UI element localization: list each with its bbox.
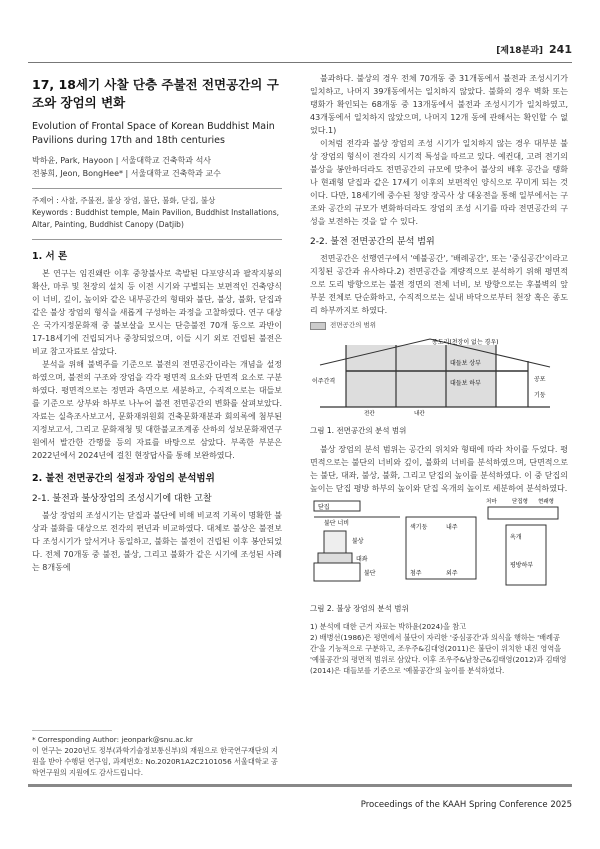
keywords-korean: 주제어 : 사찰, 주불전, 불상 장엄, 불단, 불화, 닫집, 불상 (32, 196, 216, 205)
left-column (32, 72, 282, 574)
figure-2-caption: 그림 2. 불상 장엄의 분석 범위 (310, 604, 409, 613)
frontal-space-area (346, 345, 496, 407)
keyword-rule (32, 188, 282, 189)
label-cheomju: 첨주 (410, 570, 422, 577)
section-2-1-heading: 2-1. 불전과 불상장엄의 조성시기에 대한 고찰 (32, 494, 212, 504)
footnote-rule (32, 730, 112, 731)
right-footnotes (310, 621, 568, 676)
label-datjib-type: 닫집형 (512, 499, 528, 505)
label-hyeongwae: 현괘형 (538, 499, 554, 505)
left-footnotes (32, 730, 282, 778)
label-beam-top: 대들보 상부 (450, 360, 481, 367)
label-beam-bottom: 대들보 하부 (450, 380, 481, 387)
page-number: 241 (549, 42, 572, 56)
label-datjib: 닫집 (318, 504, 330, 511)
paper-english-title: Evolution of Frontal Space of Korean Buddhist Main Pavilions during 17th and 18th centuries (32, 121, 275, 146)
keyword-rule-bottom (32, 239, 282, 240)
footnote-2: 2) 배병선(1986)은 평면에서 불단이 자리한 '중심공간'과 의식을 행하는 '배례공간'을 기능적으로 구분하고, 조우주&김대영(2011)은 불단이 위치한 내진 영역을 '예불공간'의 평면적 범위로 삼았다. 이후 조우주&남창근&김태영(2012)과 김태영(2014)은 대들보를 기준으로 '예불공간'의 높이를 분석하였다. (310, 633, 567, 675)
label-inner-bay: 내칸 (414, 411, 425, 417)
figure-1-legend (310, 319, 568, 332)
label-bulsang: 불상 (352, 538, 364, 545)
section-1-paragraph-2: 분석을 위해 불벽주를 기준으로 불전의 전면공간이라는 개념을 설정하였으며, 불전의 구조와 장엄을 각각 평면적 요소와 단면적 요소로 구분하였다. 평면적으로는 정면과 측면으로 세분하고, 수직적으로는 대들보를 기준으로 상부와 하부로 나누어 불전 전면공간의 변화를 살펴보았다. 자료는 실측조사보고서, 문화재위원회 건축문화재분과 회의록에 첨부된 지정보고서, 그리고 문화재청 및 대한불교조계종 산하의 성보문화재연구원에서 발간한 간행물 등의 자료를 바탕으로 삼았다. 부족한 부분은 2022년에서 2024년에 걸친 현장답사를 통해 보완하였다. (32, 360, 282, 460)
issue-label: [제18분과] (496, 45, 544, 56)
label-buldan: 불단 (364, 570, 376, 577)
footer-bar (28, 784, 572, 787)
section-2-2-heading: 2-2. 불전 전면공간의 분석 범위 (310, 237, 435, 247)
section-1-paragraph-1: 본 연구는 임진왜란 이후 중창불사로 촉발된 다포양식과 팔작지붕의 확산, 마루 및 천장의 설치 등 이전 시기와 구별되는 보편적인 건축양식이 너비, 깊이, 높이와 같은 내부공간의 형태와 불단, 불상, 불화, 닫집과 같은 불상 장엄의 형식을 새롭게 구성하는 과정을 고찰하였다. 연구 대상은 국가지정문화재 중 불보살을 모시는 단층불전 70개 동으로 과반이 17-18세기에 건립되거나 중창되었으며, 이들 시기 외로 건립된 불전은 비교 참고자료로 삼았다. (32, 269, 282, 356)
label-pyeongbang: 평방하부 (510, 562, 534, 569)
header-rule (28, 62, 572, 63)
author-1: 박하윤, Park, Hayoon | 서울대학교 건축학과 석사 (32, 156, 212, 165)
label-oeju: 외주 (446, 570, 458, 577)
right-column (310, 72, 568, 676)
figure-1-section-drawing (310, 335, 568, 417)
page-footer: Proceedings of the KAAH Spring Conference 2025 (360, 800, 572, 810)
label-front-bay: 전칸 (364, 411, 375, 417)
right-paragraph-1: 불과하다. 불상의 경우 전체 70개동 중 31개동에서 불전과 조성시기가 일치하고, 나머지 39개동에서는 일치하지 않았다. 불화의 경우 벽화 또는 탱화가 확인되는 68개동 중 13개동에서 불전과 조성시기가 일치하였고, 43개동에서 일치하지 않았으며, 나머지 12개 동에 관해서는 확인할 수 없었다.1) (310, 74, 568, 135)
label-daejwa: 대좌 (356, 556, 368, 563)
buddha-figure (324, 531, 346, 553)
right-paragraph-2: 이처럼 전각과 불상 장엄의 조성 시기가 일치하지 않는 경우 대부분 불상 장엄의 형식이 전각의 시기적 특성을 따르고 있다. 예컨대, 고려 전기의 불상을 봉안하더라도 전면공간의 규모에 맞추어 불상의 배후 공간을 탱화나 현괘형 닫집과 같은 17세기 이후의 보편적인 양식으로 꾸미게 되는 것이다. 다만, 18세기에 중수된 청양 장곡사 상 대웅전을 통해 일부에서는 구조와 공간의 규모가 변화하더라도 장엄의 조성 시기를 따라 전면공간의 구성을 보전하는 것을 알 수 있다. (310, 139, 568, 226)
footnote-1: 1) 분석에 대한 근거 자료는 박하윤(2024)을 참고 (310, 622, 467, 631)
label-ogae: 옥개 (510, 534, 522, 541)
figure-2-installation-drawing (310, 495, 568, 595)
label-jongdori: 종도리(천장이 없는 경우) (432, 339, 499, 346)
funding-note: 이 연구는 2020년도 정부(과학기술정보통신부)의 재원으로 한국연구재단의 지원을 받아 수행된 연구임, 과제번호: No.2020R1A2C2101056 서울대학교 공학연구원의 지원에도 감사드립니다. (32, 746, 278, 777)
label-saek: 색기둥 (410, 524, 428, 531)
keywords-english: Keywords : Buddhist temple, Main Pavilion, Buddhist Installations, Altar, Painting, Buddhist Canopy (Datjib) (32, 208, 280, 229)
label-span: 이주간격 (312, 378, 336, 385)
altar-box (314, 563, 360, 581)
label-naeju: 내주 (446, 524, 458, 531)
label-column: 기둥 (534, 392, 546, 399)
corresponding-author: * Corresponding Author: jeonpark@snu.ac.kr (32, 735, 193, 744)
pedestal (318, 553, 352, 563)
author-2: 전봉희, Jeon, BongHee* | 서울대학교 건축학과 교수 (32, 169, 221, 178)
section-2-heading: 2. 불전 전면공간의 설정과 장엄의 분석범위 (32, 473, 215, 484)
legend-swatch (310, 322, 326, 330)
label-cheoma: 처마 (486, 499, 497, 505)
legend-label: 전면공간의 범위 (330, 321, 377, 329)
page-header (496, 42, 572, 56)
right-paragraph-3: 전면공간은 선행연구에서 '예불공간', '배례공간', 또는 '중심공간'이라고 지칭된 공간과 유사하다.2) 전면공간을 계량적으로 분석하기 위해 평면적으로 도리 방향으로는 불전 정면의 전체 너비, 보 방향으로는 후불벽의 앞부분 전체로 단순화하고, 수직적으로는 실내 바닥으로부터 천장 혹은 종도리 하부까지로 하였다. (310, 254, 568, 315)
section-1-heading: 1. 서 론 (32, 251, 68, 262)
paper-title: 17, 18세기 사찰 단층 주불전 전면공간의 구조와 장엄의 변화 (32, 77, 279, 110)
figure-1-caption: 그림 1. 전면공간의 분석 범위 (310, 426, 407, 435)
label-altar-width: 불단 너비 (324, 520, 350, 527)
right-paragraph-4: 불상 장엄의 분석 범위는 공간의 위치와 형태에 따라 차이를 두었다. 평면적으로는 불단의 너비와 깊이, 불화의 너비를 분석하였으며, 단면적으로는 불단, 대좌, 불상, 불화, 그리고 닫집의 높이를 분석하였다. 이 중 닫집의 높이는 닫집 평방 하부의 높이와 닫집 옥개의 높이로 세분하여 분석하였다. (310, 445, 568, 493)
canopy-types-row (488, 507, 558, 519)
section-2-1-paragraph: 불상 장엄의 조성시기는 닫집과 불단에 비해 비교적 기록이 명확한 불상과 불화를 대상으로 전각의 편년과 비교하였다. 대체로 불상은 불전보다 조성시기가 앞서거나 동일하고, 불화는 불전이 건립된 이후 봉안되었다. 전체 70개동 중 불전, 불상, 그리고 불화가 같은 시기에 조성된 사례는 8개동에 (32, 511, 282, 572)
label-gongpo: 공포 (534, 376, 546, 383)
